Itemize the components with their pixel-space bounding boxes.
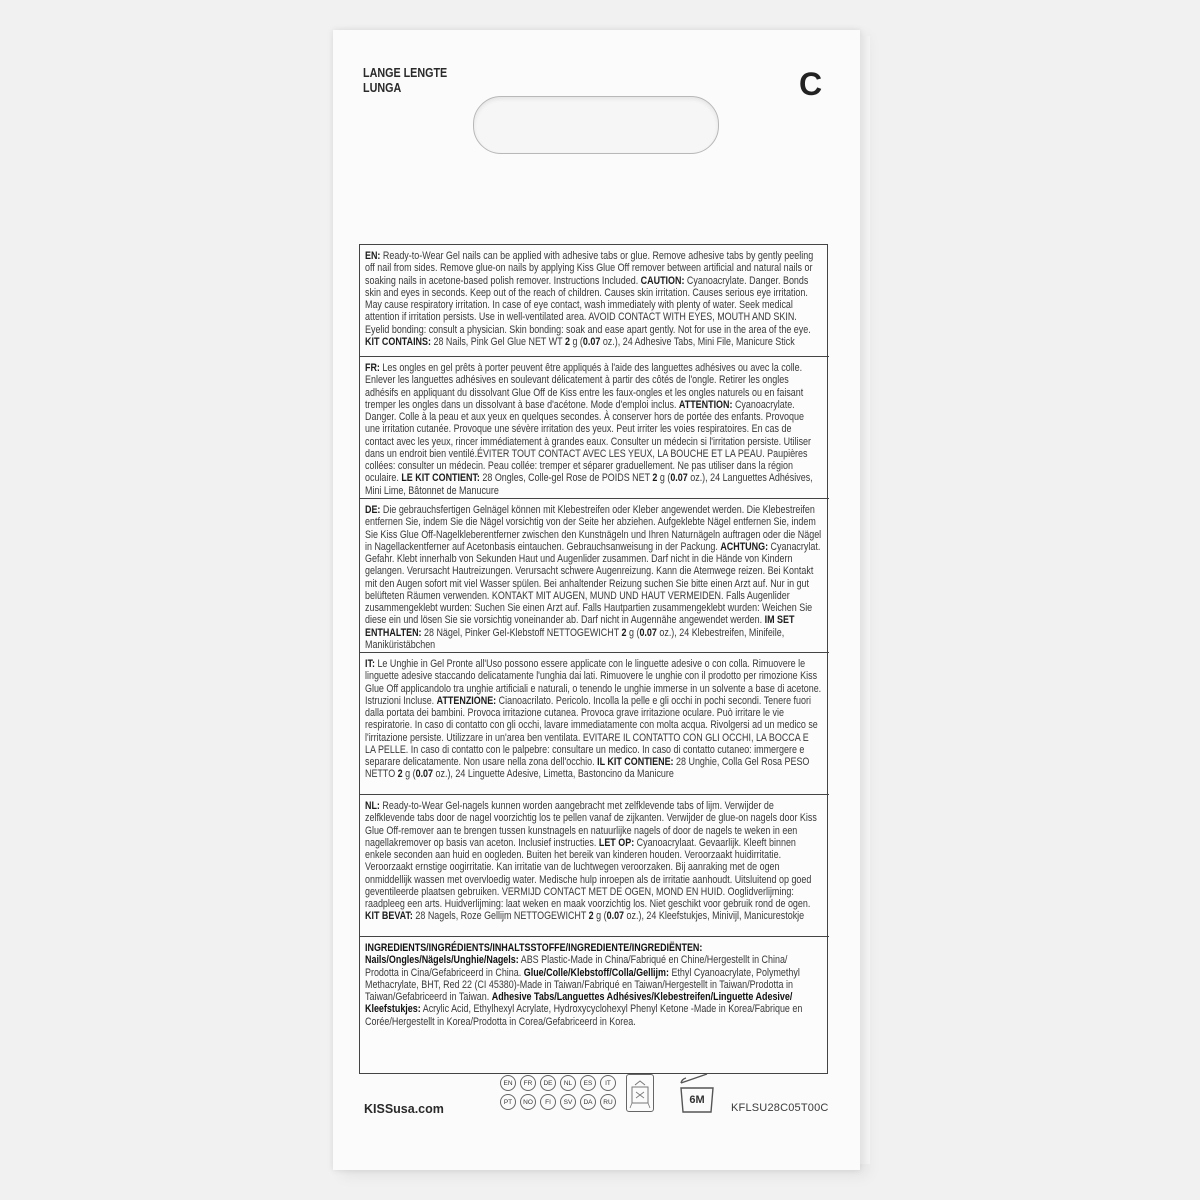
language-code-en: EN bbox=[500, 1075, 516, 1091]
language-code-nl: NL bbox=[560, 1075, 576, 1091]
website-url: KISSusa.com bbox=[364, 1102, 444, 1116]
length-label-it: LUNGA bbox=[363, 81, 402, 95]
length-labels bbox=[363, 66, 447, 96]
product-code: KFLSU28C05T00C bbox=[731, 1102, 829, 1114]
section-nl-caution: LET OP: bbox=[598, 836, 635, 849]
section-fr-caution: ATTENTION: bbox=[678, 398, 733, 411]
hang-hole bbox=[473, 96, 719, 154]
length-label-nl: LANGE LENGTE bbox=[363, 66, 448, 80]
section-en-caution: CAUTION: bbox=[640, 274, 685, 287]
section-de-kit: IM SET ENTHALTEN: bbox=[365, 614, 795, 639]
package-side-edge bbox=[860, 36, 870, 1164]
section-en-kit: KIT CONTAINS: bbox=[365, 335, 431, 348]
ingredients-section: INGREDIENTS/INGRÉDIENTS/INHALTSSTOFFE/INGREDIENTE/INGREDIËNTEN: Nails/Ongles/Nägels/Unghie/Nagels: ABS Plastic-Made in China/Fabriqué en Chine/Hergestellt in China/ Prodotta in Cina/Gefabriceerd in China. Glue/Colle/Klebstoff/Colla/Gellijm: Ethyl Cyanoacrylate, Polymethyl Methacrylate, BHT, Red 22 (CI 45380)-Made in Taiwan/Fabriqué en Taiwan/Hergestellt in Taiwan/Prodotta in Taiwan/Gefabriceerd in Taiwan. Adhesive Tabs/Languettes Adhésives/Klebestreifen/Linguette Adesive/ Kleefstukjes: Acrylic Acid, Ethylhexyl Acrylate, Hydroxycyclohexyl Phenyl Ketone -Made in Korea/Fabrique en Corée/Hergestellt in Korea/Prodotta in Corea/Gefabriceerd in Korea. bbox=[360, 936, 829, 1073]
language-code-sv: SV bbox=[560, 1094, 576, 1110]
language-code-it: IT bbox=[600, 1075, 616, 1091]
section-it-kit: IL KIT CONTIENE: bbox=[597, 756, 674, 768]
instructions-panel bbox=[359, 244, 828, 1074]
section-nl: NL: Ready-to-Wear Gel-nagels kunnen worden aangebracht met zelfklevende tabs of lijm. Verwijder de zelfklevende tabs door de nagel voorzichtig los te pellen vanaf de zijkanten. Verwijder de glue-on nagels door Kiss Glue Off-remover aan te brengen tussen kunstnagels en natuurlijke nagels of door de nagels te weken in een nagellakremover op basis van aceton. Inclusief instructies. LET OP: Cyanoacrylaat. Gevaarlijk. Kleeft binnen enkele seconden aan huid en oogleden. Buiten het bereik van kinderen houden. Veroorzaakt huidirritatie. Veroorzaakt ernstige oogirritatie. Kan irritatie van de luchtwegen veroorzaken. Bij aanraking met de ogen onmiddellijk wassen met overvloedig water. Medische hulp inroepen als de irritatie aanhoudt. Uitsluitend op goed geventileerde plaatsen gebruiken. VERMIJD CONTACT MET DE OGEN, MOND EN HUID. Ooglidverlijming: raadpleeg een arts. Huidverlijming: laat weken en maak voorzichtig los. Niet geschikt voor gebruik rond de ogen. KIT BEVAT: 28 Nagels, Roze Gellijm NETTOGEWICHT 2 g (0.07 oz.), 24 Kleefstukjes, Minivijl, Manicurestokje bbox=[360, 794, 829, 936]
period-after-opening-label: 6M bbox=[689, 1094, 705, 1106]
language-code-da: DA bbox=[580, 1094, 596, 1110]
ingredients-heading: INGREDIENTS/INGRÉDIENTS/INHALTSSTOFFE/INGREDIENTE/INGREDIËNTEN: bbox=[365, 942, 703, 954]
section-fr-kit: LE KIT CONTIENT: bbox=[401, 472, 480, 485]
ingredients-tabs-label: Adhesive Tabs/Languettes Adhésives/Klebestreifen/Linguette Adesive/ Kleefstukjes: bbox=[365, 991, 793, 1016]
ingredients-nails-label: Nails/Ongles/Nägels/Unghie/Nagels: bbox=[365, 954, 519, 967]
ingredients-glue-label: Glue/Colle/Klebstoff/Colla/Gellijm: bbox=[523, 966, 669, 979]
language-code-fi: FI bbox=[540, 1094, 556, 1110]
language-code-pt: PT bbox=[500, 1094, 516, 1110]
period-after-opening-icon bbox=[677, 1070, 717, 1116]
size-letter: C bbox=[799, 66, 823, 102]
package-back bbox=[333, 30, 860, 1170]
section-nl-code: NL: bbox=[365, 800, 380, 812]
section-it-code: IT: bbox=[365, 658, 375, 670]
language-code-de: DE bbox=[540, 1075, 556, 1091]
language-code-ru: RU bbox=[600, 1094, 616, 1110]
language-code-es: ES bbox=[580, 1075, 596, 1091]
section-de-caution: ACHTUNG: bbox=[720, 540, 769, 553]
section-de-code: DE: bbox=[365, 504, 381, 516]
section-en: EN: Ready-to-Wear Gel nails can be applied with adhesive tabs or glue. Remove adhesive tabs by gently peeling off nail from sides. Remove glue-on nails by applying Kiss Glue Off remover between artificial and natural nails or soaking nails in acetone-based polish remover. Instructions Included. CAUTION: Cyanoacrylate. Danger. Bonds skin and eyes in seconds. Keep out of the reach of children. Causes skin irritation. Causes serious eye irritation. May cause respiratory irritation. In case of eye contact, wash immediately with plenty of water. Seek medical attention if irritation persists. Use in well-ventilated area. AVOID CONTACT WITH EYES, MOUTH AND SKIN. Eyelid bonding: consult a physician. Skin bonding: soak and ease apart gently. Not for use in the area of the eye. KIT CONTAINS: 28 Nails, Pink Gel Glue NET WT 2 g (0.07 oz.), 24 Adhesive Tabs, Mini File, Manicure Stick bbox=[365, 250, 814, 348]
language-code-no: NO bbox=[520, 1094, 536, 1110]
section-fr-code: FR: bbox=[365, 362, 380, 374]
section-en-code: EN: bbox=[365, 250, 381, 262]
section-de: DE: Die gebrauchsfertigen Gelnägel können mit Klebestreifen oder Kleber angewendet werden. Die Klebestreifen entfernen Sie, indem Sie die Nägel vorsichtig von der Seite her abziehen. Aufgeklebte Nägel entfernen Sie, indem Sie Kiss Glue Off-Nagelkleberentferner zwischen den Kunstnägeln und Ihren Naturnägeln auftragen oder die Nägel in Nagellackentferner auf Acetonbasis eintauchen. Gebrauchsanweisung in der Packung. ACHTUNG: Cyanacrylat. Gefahr. Klebt innerhalb von Sekunden Haut und Augenlider zusammen. Darf nicht in die Hände von Kindern gelangen. Verursacht Hautreizungen. Verursacht schwere Augenreizung. Kann die Atemwege reizen. Bei Kontakt mit den Augen sofort mit viel Wasser spülen. Bei anhaltender Reizung suchen Sie bitte einen Arzt auf. Nur in gut belüfteten Räumen verwenden. KONTAKT MIT AUGEN, MUND UND HAUT VERMEIDEN. Falls Augenlider zusammengeklebt wurden: Suchen Sie einen Arzt auf. Falls Hautpartien zusammengeklebt wurden: Weichen Sie diese ein und lösen Sie sie vorsichtig voneinander ab. Darf nicht in Augennähe angewendet werden. IM SET ENTHALTEN: 28 Nägel, Pinker Gel-Klebstoff NETTOGEWICHT 2 g (0.07 oz.), 24 Klebestreifen, Minifeile, Maniküristäbchen bbox=[360, 498, 829, 652]
recycle-box-icon bbox=[626, 1074, 654, 1112]
section-fr: FR: Les ongles en gel prêts à porter peuvent être appliqués à l'aide des languettes adhésives ou avec la colle. Enlever les languettes adhésives en soulevant délicatement à partir des côtés de l'ongle. Retirer les ongles adhésifs en appliquant du dissolvant Glue Off de Kiss entre les faux-ongles et les ongles naturels ou en faisant tremper les ongles dans un dissolvant à base d'acétone. Mode d'emploi inclus. ATTENTION: Cyanoacrylate. Danger. Colle à la peau et aux yeux en quelques secondes. À conserver hors de portée des enfants. Provoque une irritation cutanée. Provoque une sévère irritation des yeux. Peut irriter les voies respiratoires. En cas de contact avec les yeux, rincer immédiatement à grandes eaux. Consulter un médecin si l'irritation persiste. Utiliser dans un endroit bien ventilé.ÉVITER TOUT CONTACT AVEC LES YEUX, LA BOUCHE ET LA PEAU. Paupières collées: consulter un médecin. Peau collée: tremper et séparer graduellement. Ne pas utiliser dans la région oculaire. LE KIT CONTIENT: 28 Ongles, Colle-gel Rose de POIDS NET 2 g (0.07 oz.), 24 Languettes Adhésives, Mini Lime, Bâtonnet de Manucure bbox=[360, 356, 829, 498]
language-codes bbox=[500, 1075, 622, 1110]
section-nl-kit: KIT BEVAT: bbox=[365, 910, 413, 923]
language-code-fr: FR bbox=[520, 1075, 536, 1091]
section-it-caution: ATTENZIONE: bbox=[436, 694, 497, 707]
section-it: IT: Le Unghie in Gel Pronte all'Uso possono essere applicate con le linguette adesive o con colla. Rimuovere le linguette adesive staccando delicatamente l'unghia dai lati. Rimuovere le unghie con il prodotto per rimozione Kiss Glue Off applicandolo tra unghie artificiali e naturali, o tenendo le unghie immerse in un solvente a base di acetone. Istruzioni Incluse. ATTENZIONE: Cianoacrilato. Pericolo. Incolla la pelle e gli occhi in pochi secondi. Tenere fuori dalla portata dei bambini. Provoca irritazione cutanea. Provoca grave irritazione oculare. Può irritare le vie respiratorie. In caso di contatto con gli occhi, lavare immediatamente con molta acqua. Rivolgersi ad un medico se l'irritazione persiste. Utilizzare in un'area ben ventilata. EVITARE IL CONTATTO CON GLI OCCHI, LA BOCCA E LA PELLE. In caso di contatto con le palpebre: consultare un medico. In caso di contatto cutaneo: immergere e separare delicatamente. Non usare nella zona dell'occhio. IL KIT CONTIENE: 28 Unghie, Colla Gel Rosa PESO NETTO 2 g (0.07 oz.), 24 Linguette Adesive, Limetta, Bastoncino da Manicure bbox=[360, 652, 829, 794]
